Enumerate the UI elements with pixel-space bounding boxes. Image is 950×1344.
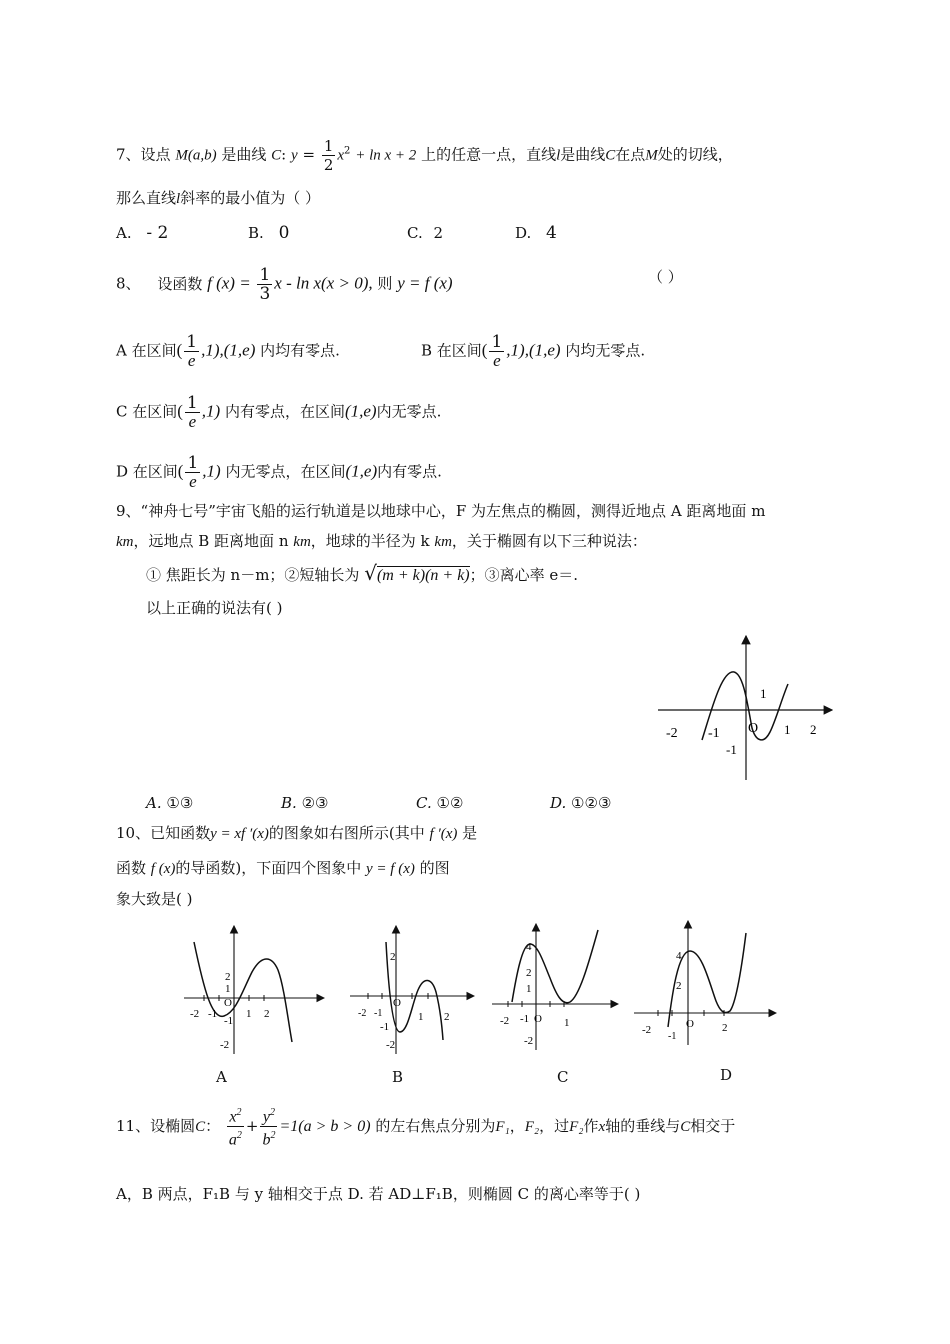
- q7-line2-text: 那么直线: [116, 189, 177, 207]
- q11-text5: 轴的垂线与: [605, 1116, 681, 1135]
- q8-rest: x - ln x(x > 0),: [274, 273, 373, 293]
- q10-text4: 函数: [116, 859, 147, 877]
- q10-option-d-graph[interactable]: [632, 915, 782, 1055]
- q7-exponent: 2: [344, 145, 351, 157]
- tick-label: 4: [526, 941, 532, 953]
- tick-label: -1: [726, 742, 737, 757]
- q7-rest-expr: + ln x + 2: [355, 147, 417, 164]
- frac-den: $a^2$: [228, 1130, 242, 1149]
- q7-text5: 处的切线，: [657, 145, 733, 164]
- frac-num: 1: [186, 393, 198, 413]
- q10-deriv: f ′(x): [429, 826, 458, 842]
- q9-text: ，远地点 B 距离地面 n: [133, 532, 289, 550]
- origin-label: O: [534, 1013, 542, 1025]
- q8-option-c[interactable]: [116, 394, 441, 431]
- q7-y: y: [291, 147, 298, 164]
- tick-label: 2: [225, 971, 231, 983]
- option-value: - 2: [146, 223, 169, 243]
- q11-text2: 的左右焦点分别为: [375, 1116, 496, 1135]
- tick-label: 2: [444, 1011, 450, 1023]
- q9-option-b[interactable]: [281, 792, 328, 814]
- q10-text: 10、已知函数: [116, 824, 211, 842]
- option-value: ①③: [166, 794, 194, 812]
- option-text2: 内有零点，在区间: [224, 402, 345, 421]
- q8-option-a[interactable]: [116, 333, 340, 370]
- var-a: a: [228, 1131, 237, 1149]
- option-label: B.: [248, 224, 264, 242]
- frac-num: 1: [186, 332, 198, 352]
- option-value: 2: [433, 224, 444, 242]
- option-label: C.: [407, 224, 423, 242]
- q10-option-c-label[interactable]: C: [557, 1068, 569, 1086]
- q7-x: x: [337, 147, 345, 164]
- q7-point-m: M: [175, 147, 188, 164]
- q10-line2: [116, 857, 450, 880]
- tick-label: -1: [708, 726, 720, 741]
- q10-graph: [652, 628, 842, 788]
- tick-label: 1: [784, 722, 791, 737]
- option-label: B.: [281, 794, 297, 812]
- q7-line2-l: l: [176, 191, 181, 207]
- var-x: x: [229, 1108, 237, 1126]
- option-label: C.: [416, 794, 432, 812]
- tick-label: 1: [418, 1011, 424, 1023]
- tick-label: -1: [224, 1015, 234, 1027]
- paren: (: [481, 340, 488, 360]
- tick-label: 1: [225, 983, 231, 995]
- q7-option-a[interactable]: [116, 222, 168, 244]
- unit-km: km: [116, 534, 134, 550]
- q9-line1: 9、“神舟七号”宇宙飞船的运行轨道是以地球中心，F 为左焦点的椭圆，测得近地点 A 距离地面 m: [116, 502, 766, 520]
- option-text: A 在区间: [116, 341, 177, 360]
- tick-label: 2: [264, 1008, 270, 1020]
- unit-km: km: [293, 534, 311, 550]
- interval2: (1,e): [344, 401, 377, 421]
- q11-c: C: [195, 1118, 206, 1135]
- tick-label: 2: [810, 722, 817, 737]
- origin-label: O: [224, 997, 232, 1009]
- q11-c2: C: [680, 1118, 691, 1135]
- q7-colon: :: [281, 145, 287, 164]
- option-label: A.: [146, 794, 162, 812]
- q7-text2: 上的任意一点，直线: [421, 145, 557, 164]
- q8-number: 8、: [116, 274, 141, 293]
- frac-den: e: [188, 412, 197, 431]
- option-value: 0: [278, 223, 290, 243]
- tick-label: 2: [526, 967, 532, 979]
- tick-label: -2: [666, 726, 678, 741]
- fraction: [185, 394, 200, 431]
- q10-option-a-graph[interactable]: [180, 920, 330, 1060]
- q10-yfx: y = f (x): [366, 861, 415, 877]
- q11-line2: A，B 两点，F₁B 与 y 轴相交于点 D. 若 AD⊥F₁B，则椭圆 C 的离心率等于( ): [116, 1185, 641, 1203]
- tick-label: 2: [722, 1022, 728, 1034]
- q11-f2: F₂: [524, 1118, 540, 1135]
- option-text3: 内无零点.: [376, 402, 442, 421]
- origin-label: O: [748, 721, 759, 736]
- option-value: ①②③: [571, 794, 612, 812]
- option-text2: 内无零点，在区间: [225, 462, 346, 481]
- frac-num: 1: [491, 332, 503, 352]
- q9-option-d[interactable]: [550, 792, 611, 814]
- paren: (: [177, 401, 183, 421]
- option-text: B 在区间: [421, 341, 482, 360]
- tick-label: -1: [208, 1008, 218, 1020]
- q7-frac-den: 2: [323, 156, 334, 174]
- frac-den: e: [187, 351, 196, 370]
- q8-text: 设函数: [157, 274, 203, 293]
- fraction: [184, 333, 199, 370]
- q11-line1: 11、设椭圆C： $\frac{x^2}{a^2}$ + $\frac{y^2}{b^2}$ =1(a > b > 0) 的左右焦点分别为F₁，F₂，过F₂作x轴的垂线与C相交于: [116, 1104, 735, 1150]
- q7-curve-c: C: [271, 147, 282, 164]
- option-value: ②③: [301, 794, 329, 812]
- var-b: b: [262, 1131, 271, 1149]
- tick-label: -2: [358, 1008, 367, 1019]
- option-label: D.: [550, 794, 567, 812]
- q10-text6: 的图: [419, 859, 450, 877]
- paren: (: [176, 340, 183, 360]
- tick-label: 1: [760, 686, 767, 701]
- frac-num: $y^2$: [260, 1104, 277, 1127]
- q7-line1: [116, 137, 733, 174]
- q11-x: x: [598, 1118, 606, 1135]
- option-label: A.: [116, 224, 132, 242]
- tick-label: -2: [642, 1024, 652, 1036]
- tick-label: 4: [676, 950, 682, 962]
- q11-frac-x: [227, 1104, 244, 1150]
- q9-option-a[interactable]: [146, 792, 193, 814]
- option-text2: 内均有零点.: [260, 341, 340, 360]
- q11-f1: F₁: [495, 1118, 510, 1135]
- q9-statements: [146, 562, 578, 587]
- q11-text4: 作: [583, 1116, 599, 1135]
- tick-label: -2: [386, 1039, 396, 1051]
- option-text3: 内有零点.: [377, 462, 442, 481]
- q7-option-b[interactable]: [248, 222, 289, 244]
- q7-frac-num: 1: [323, 137, 334, 155]
- q10-text3: 是: [462, 824, 478, 842]
- origin-label: O: [393, 997, 401, 1009]
- q7-point-m2: M: [645, 147, 658, 164]
- q11-colon: ：: [205, 1116, 221, 1135]
- tick-label: 1: [564, 1017, 570, 1029]
- q11-frac-y: [260, 1104, 277, 1150]
- tick-label: 2: [676, 980, 682, 992]
- frac-den: e: [189, 472, 197, 491]
- interval: ,1),(1,e): [506, 340, 561, 360]
- tick-label: 1: [526, 983, 532, 995]
- frac-den: $b^2$: [262, 1130, 276, 1149]
- q7-text: 是曲线: [221, 145, 267, 164]
- q8-option-d[interactable]: [116, 454, 442, 491]
- option-value: ①②: [436, 794, 464, 812]
- curve: [194, 942, 292, 1042]
- q11-text: 11、设椭圆: [116, 1116, 196, 1135]
- q8-y: y = f (x): [397, 273, 453, 293]
- q9-question: 以上正确的说法有( ): [146, 599, 283, 617]
- q11-eq: =1(a > b > 0): [279, 1117, 371, 1135]
- q10-line1: [116, 822, 477, 845]
- q9-line2: [116, 530, 647, 553]
- q8-frac-num: 1: [259, 265, 271, 285]
- q7-text4: 在点: [615, 145, 646, 164]
- q8-frac-den: 3: [259, 284, 271, 304]
- option-text: D 在区间: [116, 462, 178, 481]
- q7-line2: [116, 187, 320, 210]
- q7-fraction: [322, 137, 336, 174]
- q9-sqrt-expr: (m + k)(n + k): [376, 567, 470, 584]
- var-y: y: [262, 1108, 271, 1126]
- q10-func: y = xf ′(x): [210, 826, 269, 842]
- q7-option-d[interactable]: [515, 222, 557, 244]
- tick-label: -1: [668, 1031, 677, 1042]
- origin-label: O: [686, 1018, 694, 1030]
- tick-label: -2: [190, 1008, 200, 1020]
- tick-label: 2: [390, 951, 396, 963]
- q7-point-coords: (a,b): [187, 147, 217, 164]
- frac-num: $x^2$: [227, 1104, 244, 1127]
- q9-text3: ，关于椭圆有以下三种说法：: [451, 532, 647, 550]
- option-text: C 在区间: [116, 402, 178, 421]
- interval: ,1): [202, 461, 221, 481]
- q9-statement3: ；③离心率 e＝.: [469, 566, 579, 584]
- option-value: 4: [546, 223, 557, 243]
- unit-km: km: [434, 534, 452, 550]
- interval: ,1),(1,e): [201, 340, 256, 360]
- q7-line-l: l: [556, 147, 561, 164]
- q9-option-c[interactable]: [416, 792, 463, 814]
- tick-label: -1: [380, 1021, 390, 1033]
- q11-f2b: F₂: [569, 1118, 584, 1135]
- q10-option-d-label[interactable]: D: [720, 1066, 733, 1084]
- fraction: [489, 333, 504, 370]
- frac-den: e: [493, 351, 501, 370]
- tick-label: -2: [220, 1039, 230, 1051]
- q9-text2: ，地球的半径为 k: [310, 532, 430, 550]
- q7-line2-text2: 斜率的最小值为（ ）: [180, 189, 320, 207]
- tick-label: -2: [524, 1035, 534, 1047]
- q8-answer-paren: （ ）: [648, 268, 683, 286]
- interval2: (1,e): [345, 461, 378, 481]
- q8-option-b[interactable]: [421, 333, 645, 370]
- q10-option-b-graph[interactable]: [348, 920, 478, 1060]
- q10-text5: 的导函数)，下面四个图象中: [175, 859, 362, 877]
- q10-option-b-label[interactable]: B: [392, 1068, 404, 1086]
- paren: (: [177, 461, 184, 481]
- q7-curve-c2: C: [605, 147, 616, 164]
- tick-label: 1: [246, 1008, 252, 1020]
- q10-fx: f (x): [150, 861, 176, 877]
- q7-text3: 是曲线: [560, 145, 606, 164]
- q8-fx: f (x) =: [207, 273, 251, 293]
- q8-fraction: [257, 266, 272, 303]
- tick-label: -2: [500, 1015, 510, 1027]
- option-text2: 内均无零点.: [565, 341, 646, 360]
- fraction: [185, 454, 200, 491]
- q10-option-c-graph[interactable]: [490, 918, 625, 1058]
- q7-option-c[interactable]: [407, 222, 443, 244]
- q8-line1: [116, 266, 453, 303]
- tick-label: -1: [374, 1008, 383, 1019]
- sqrt-sign-icon: √: [364, 561, 377, 585]
- q7-number: 7、设点: [116, 145, 171, 164]
- q10-line3: 象大致是( ): [116, 890, 193, 908]
- interval: ,1): [201, 401, 221, 421]
- q9-statement1: ① 焦距长为 n－m；②短轴长为: [146, 566, 360, 584]
- option-label: D.: [515, 224, 532, 242]
- q8-then: 则: [377, 274, 393, 293]
- curve: [512, 930, 598, 1003]
- q7-equals: =: [302, 145, 316, 164]
- q11-text6: 相交于: [690, 1116, 736, 1135]
- q11-text3: ，过: [539, 1116, 570, 1135]
- frac-num: 1: [187, 453, 199, 473]
- q10-option-a-label[interactable]: A: [216, 1068, 227, 1086]
- tick-label: -1: [520, 1013, 530, 1025]
- q10-text2: 的图象如右图所示(其中: [268, 824, 425, 842]
